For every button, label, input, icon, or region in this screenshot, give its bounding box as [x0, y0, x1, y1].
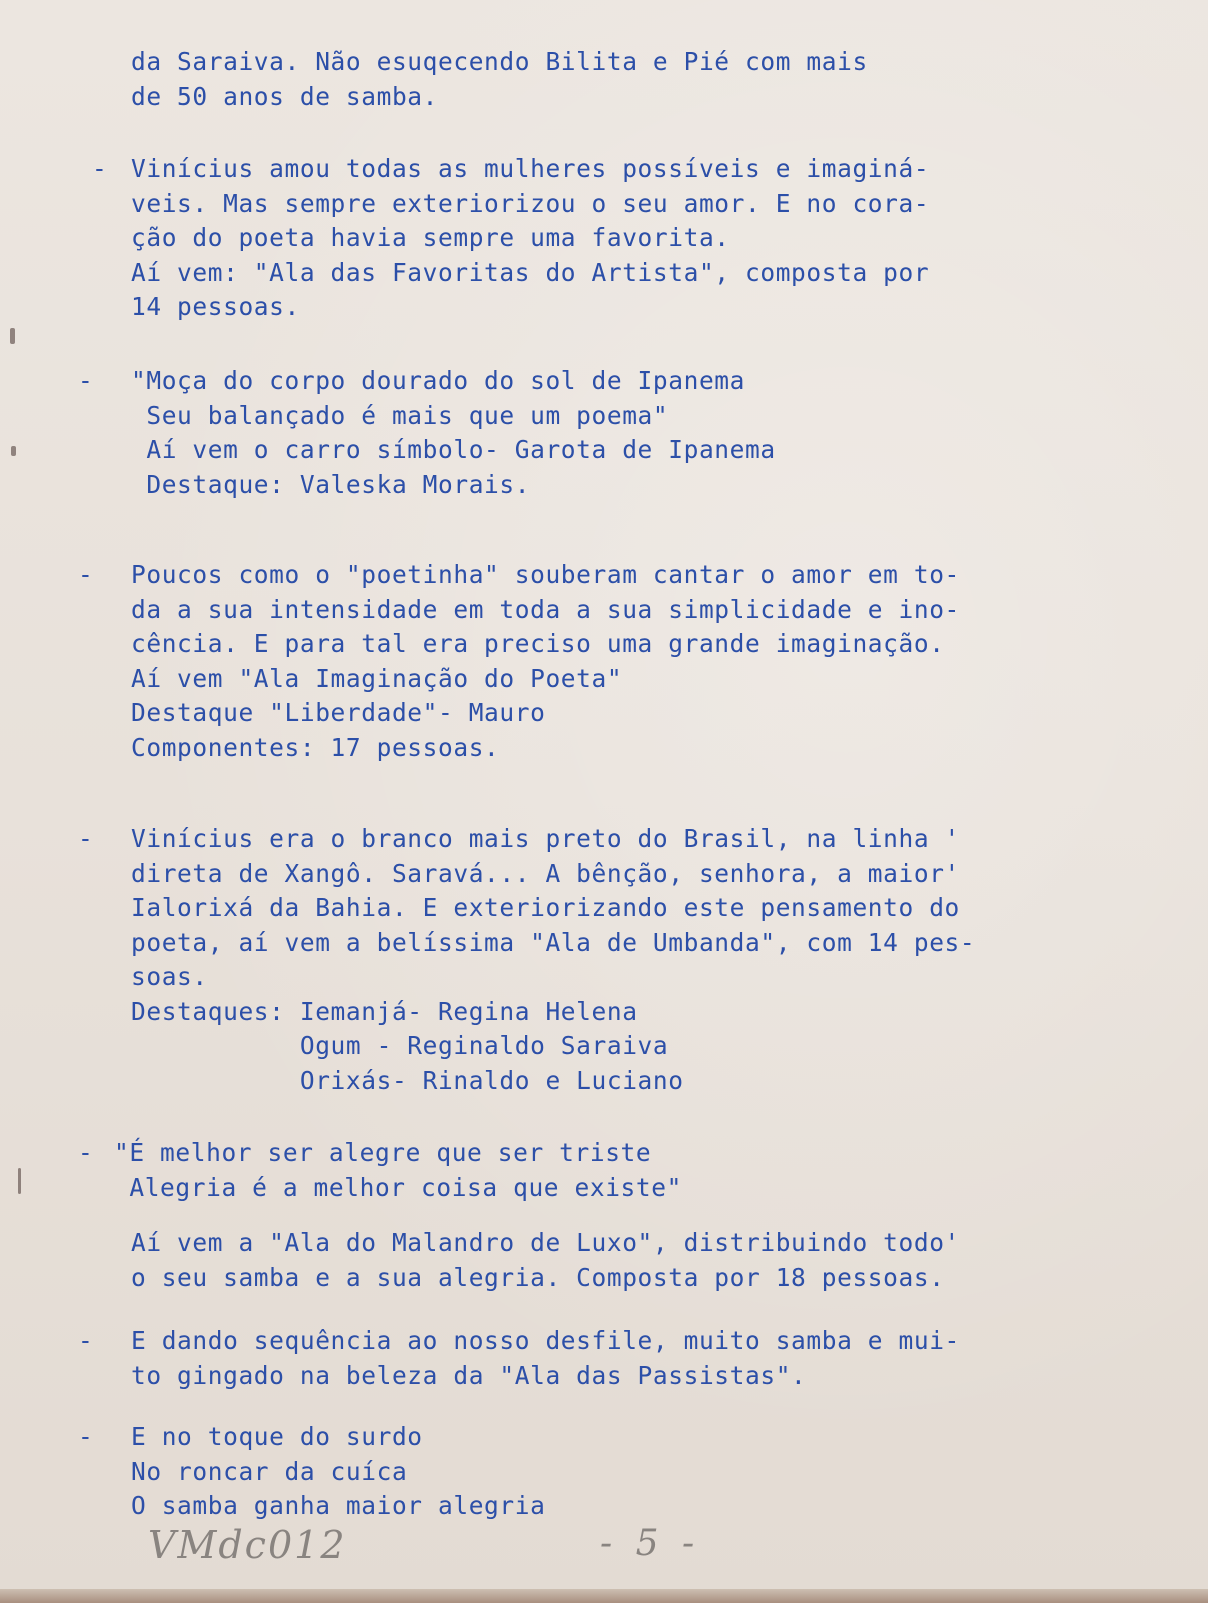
text-line: direta de Xangô. Saravá... A bênção, senhora, a maior': [131, 858, 960, 888]
binding-mark: [10, 328, 15, 344]
text-line: Vinícius amou todas as mulheres possíveis e imaginá-: [131, 154, 930, 183]
text-line: Componentes: 17 pessoas.: [131, 732, 500, 762]
text-line: de 50 anos de samba.: [131, 81, 439, 111]
text-line: ção do poeta havia sempre uma favorita.: [131, 223, 730, 252]
text-line: to gingado na beleza da "Ala das Passistas".: [131, 1360, 807, 1390]
binding-mark: [18, 1168, 21, 1194]
paragraph-imaginacao: [131, 558, 960, 765]
text-line: "Moça do corpo dourado do sol de Ipanema: [131, 366, 746, 395]
list-dash: -: [78, 366, 93, 395]
text-line: o seu samba e a sua alegria. Composta por 18 pessoas.: [131, 1262, 945, 1292]
text-line: No roncar da cuíca: [131, 1456, 408, 1486]
quote-alegria: [114, 1136, 682, 1205]
paragraph-surdo: [131, 1420, 545, 1524]
text-line: Alegria é a melhor coisa que existe": [114, 1172, 682, 1202]
list-dash: -: [78, 560, 93, 589]
binding-mark: [11, 446, 16, 456]
text-line: cência. E para tal era preciso uma grande imaginação.: [131, 629, 945, 658]
text-line: Seu balançado é mais que um poema": [131, 400, 669, 430]
paragraph-passistas: [131, 1324, 960, 1393]
text-line: Destaques: Iemanjá- Regina Helena: [131, 996, 638, 1026]
text-line: poeta, aí vem a belíssima "Ala de Umbanda", com 14 pes-: [131, 927, 976, 957]
text-line: "É melhor ser alegre que ser triste: [114, 1138, 652, 1167]
text-line: Aí vem a "Ala do Malandro de Luxo", distribuindo todo': [131, 1228, 960, 1257]
page-number: - 5 -: [600, 1523, 701, 1564]
list-dash: -: [78, 1326, 93, 1355]
text-line: Destaque "Liberdade"- Mauro: [131, 698, 546, 727]
text-line: Ogum - Reginaldo Saraiva: [131, 1031, 669, 1060]
text-line: Aí vem "Ala Imaginação do Poeta": [131, 663, 623, 693]
text-line: Destaque: Valeska Morais.: [131, 469, 531, 499]
paragraph-favoritas: [131, 152, 929, 325]
text-line: Aí vem o carro símbolo- Garota de Ipanema: [131, 435, 776, 464]
list-dash: -: [78, 824, 93, 853]
text-line: soas.: [131, 962, 208, 991]
list-dash: -: [78, 1422, 93, 1451]
list-dash: -: [92, 154, 107, 183]
text-line: da Saraiva. Não esuqecendo Bilita e Pié com mais: [131, 47, 868, 76]
text-line: Vinícius era o branco mais preto do Brasil, na linha ': [131, 824, 960, 853]
text-line: da a sua intensidade em toda a sua simplicidade e ino-: [131, 594, 960, 624]
text-line: O samba ganha maior alegria: [131, 1491, 546, 1520]
text-line: Poucos como o "poetinha" souberam cantar o amor em to-: [131, 560, 960, 589]
list-dash: -: [78, 1138, 93, 1167]
paragraph-malandro: [131, 1226, 960, 1295]
page-bottom-edge: [0, 1589, 1208, 1603]
paragraph-garota-ipanema: [131, 364, 776, 502]
text-line: veis. Mas sempre exteriorizou o seu amor. E no cora-: [131, 188, 930, 218]
paragraph-umbanda: [131, 822, 975, 1098]
text-line: Ialorixá da Bahia. E exteriorizando este pensamento do: [131, 893, 960, 922]
text-line: E dando sequência ao nosso desfile, muito samba e mui-: [131, 1326, 960, 1355]
paragraph-saraiva: [131, 45, 868, 114]
text-line: Orixás- Rinaldo e Luciano: [131, 1065, 684, 1095]
text-line: Aí vem: "Ala das Favoritas do Artista", composta por: [131, 257, 930, 287]
text-line: E no toque do surdo: [131, 1422, 423, 1451]
text-line: 14 pessoas.: [131, 292, 300, 321]
handwritten-archive-code: VMdc012: [148, 1523, 347, 1567]
